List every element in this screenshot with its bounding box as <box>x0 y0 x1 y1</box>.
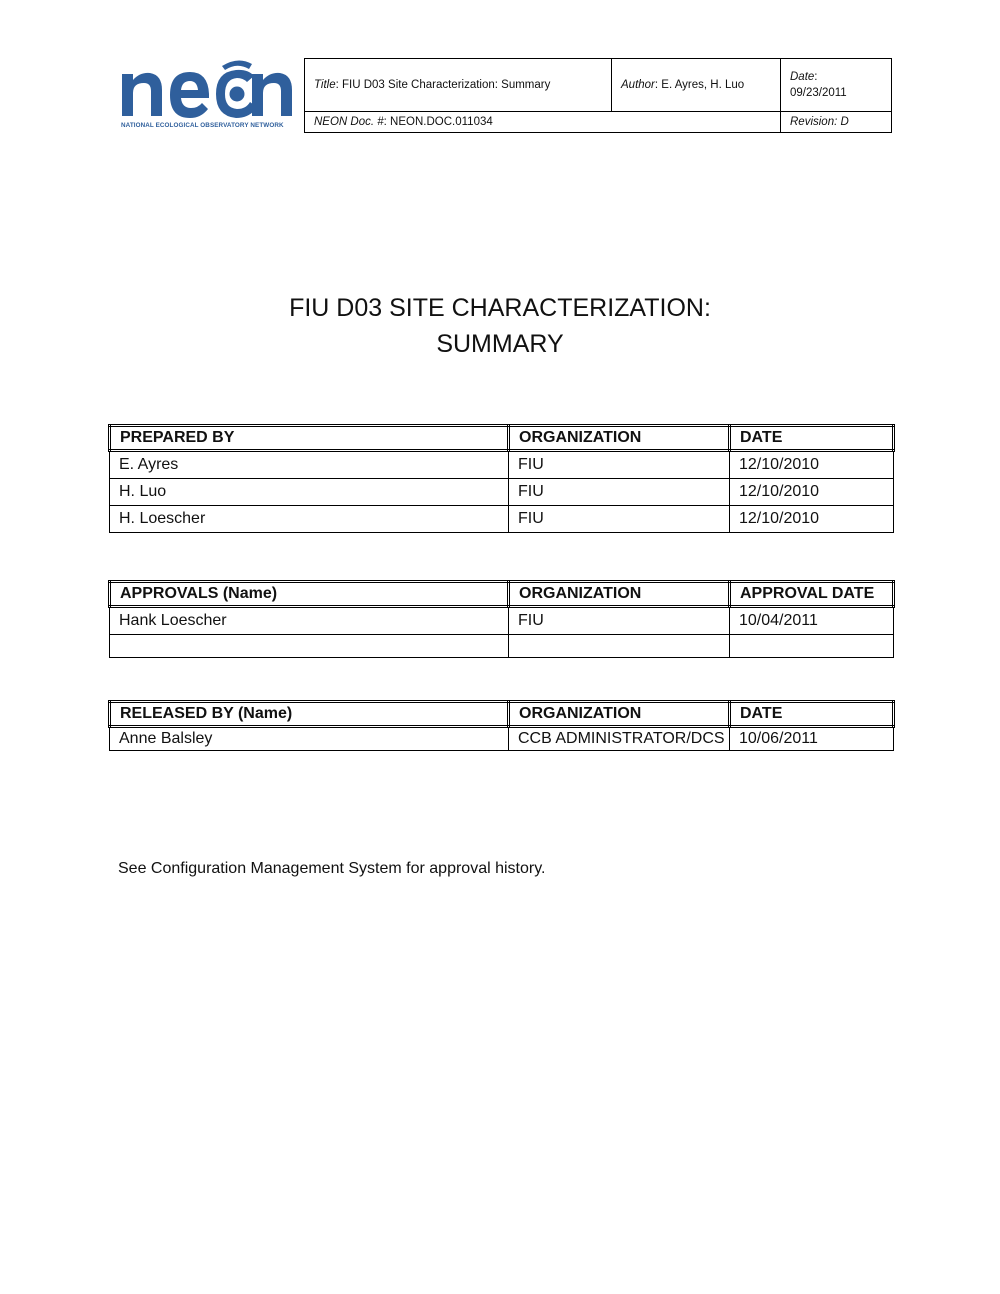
table-cell: FIU <box>509 607 730 635</box>
author-value: : E. Ayres, H. Luo <box>654 79 745 92</box>
header-cell: ORGANIZATION <box>509 702 730 727</box>
prepared-by-table <box>108 424 895 533</box>
table-header-row <box>110 702 894 727</box>
table-cell: Anne Balsley <box>110 727 509 751</box>
title-line-1: FIU D03 SITE CHARACTERIZATION: <box>289 294 711 322</box>
table-cell: 12/10/2010 <box>730 479 894 506</box>
table-cell <box>509 635 730 658</box>
doc-value: : NEON.DOC.011034 <box>383 116 493 129</box>
title-line-2: SUMMARY <box>436 330 564 358</box>
table-cell: H. Luo <box>110 479 509 506</box>
table-cell: 10/06/2011 <box>730 727 894 751</box>
neon-logo <box>118 58 296 134</box>
released-by-table <box>108 700 895 751</box>
table-cell: 12/10/2010 <box>730 506 894 533</box>
table-cell: FIU <box>509 506 730 533</box>
table-row <box>110 727 894 751</box>
date-label: Date <box>790 71 815 84</box>
table-row <box>110 479 894 506</box>
table-cell: CCB ADMINISTRATOR/DCS <box>509 727 730 751</box>
document-header-table <box>304 58 892 133</box>
table-cell: Hank Loescher <box>110 607 509 635</box>
date-value: 09/23/2011 <box>790 87 847 100</box>
table-row <box>110 451 894 479</box>
header-revision-cell: Revision: D <box>781 112 892 133</box>
table-cell: H. Loescher <box>110 506 509 533</box>
author-label: Author <box>621 79 655 92</box>
table-header-row <box>110 426 894 451</box>
title-value: : FIU D03 Site Characterization: Summary <box>335 79 551 92</box>
table-row <box>110 635 894 658</box>
table-cell: FIU <box>509 451 730 479</box>
header-cell: DATE <box>730 702 894 727</box>
logo-subtitle: NATIONAL ECOLOGICAL OBSERVATORY NETWORK <box>121 122 284 129</box>
header-date-cell <box>781 59 892 112</box>
table-row <box>110 506 894 533</box>
header-cell: ORGANIZATION <box>509 426 730 451</box>
table-cell: E. Ayres <box>110 451 509 479</box>
date-sep: : <box>814 71 818 84</box>
table-row <box>110 607 894 635</box>
approval-history-note: See Configuration Management System for approval history. <box>118 860 546 877</box>
title-label: Title <box>314 79 336 92</box>
table-cell: FIU <box>509 479 730 506</box>
doc-label: NEON Doc. # <box>314 116 384 129</box>
header-cell: DATE <box>730 426 894 451</box>
table-cell: 12/10/2010 <box>730 451 894 479</box>
document-title <box>0 290 1000 362</box>
header-cell: PREPARED BY <box>110 426 509 451</box>
header-cell: APPROVALS (Name) <box>110 582 509 607</box>
header-cell: ORGANIZATION <box>509 582 730 607</box>
header-doc-cell <box>305 112 781 133</box>
table-header-row <box>110 582 894 607</box>
header-cell: RELEASED BY (Name) <box>110 702 509 727</box>
table-cell <box>730 635 894 658</box>
header-author-cell <box>612 59 781 112</box>
table-cell: 10/04/2011 <box>730 607 894 635</box>
table-cell <box>110 635 509 658</box>
neon-logo-mark <box>118 58 296 120</box>
header-cell: APPROVAL DATE <box>730 582 894 607</box>
header-title-cell <box>305 59 612 112</box>
approvals-table <box>108 580 895 658</box>
